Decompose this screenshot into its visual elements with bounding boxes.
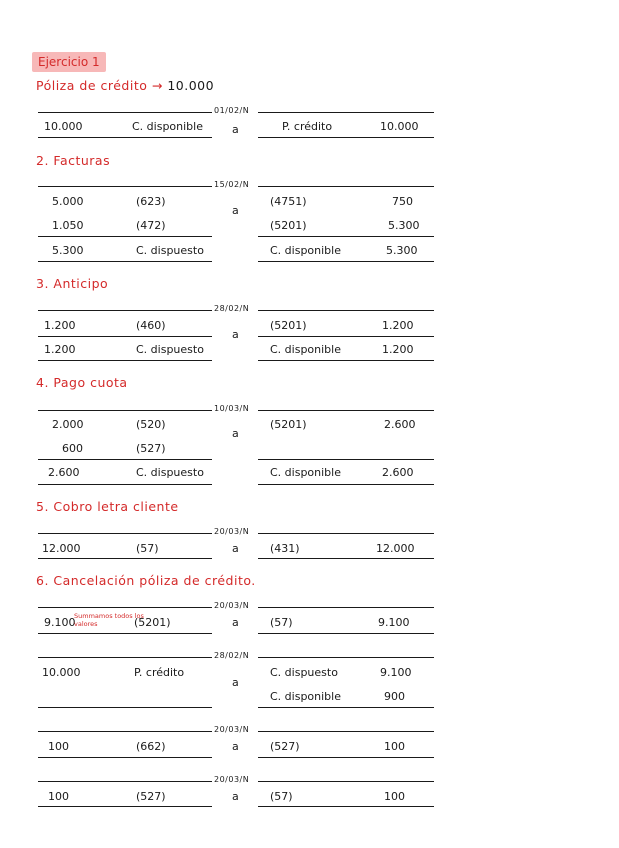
debit-value: 2.600 [48,466,80,479]
credit-account: (57) [270,790,293,803]
debit-account: (57) [136,542,159,555]
entry-date: 20/03/N [214,725,250,734]
entry-top-line-right [258,112,434,113]
entry-date: 10/03/N [214,404,250,413]
credit-account: C. disponible [270,343,341,356]
exercise-badge: Ejercicio 1 [32,52,106,72]
debit-account: C. dispuesto [136,343,204,356]
a-connector: a [232,740,239,753]
debit-value: 100 [48,790,69,803]
credit-account: (4751) [270,195,307,208]
credit-account: C. disponible [270,244,341,257]
entry-mid-line-right [258,336,434,337]
credit-value: 5.300 [386,244,418,257]
debit-value: 5.300 [52,244,84,257]
credit-account: (431) [270,542,300,555]
credit-value: 900 [384,690,405,703]
debit-account: C. disponible [132,120,203,133]
debit-value: 9.100 [44,616,76,629]
debit-value: 1.200 [44,319,76,332]
entry-top-line-left [38,410,212,411]
entry-top-line-left [38,186,212,187]
debit-value: 5.000 [52,195,84,208]
section-title-2: 2. Facturas [36,153,111,168]
a-connector: a [232,204,239,217]
entry-top-line-right [258,186,434,187]
entry-bottom-line-right [258,261,434,262]
a-connector: a [232,616,239,629]
debit-account: P. crédito [134,666,185,679]
entry-bottom-line-right [258,558,434,559]
credit-account: C. dispuesto [270,666,338,679]
debit-account: C. dispuesto [136,466,204,479]
entry-top-line-left [38,112,212,113]
entry-date: 20/03/N [214,601,250,610]
credit-value: 10.000 [380,120,419,133]
credit-value: 100 [384,790,405,803]
heading [36,78,214,93]
credit-account: C. disponible [270,690,341,703]
entry-bottom-line-right [258,633,434,634]
entry-top-line-right [258,607,434,608]
entry-date: 15/02/N [214,180,250,189]
a-connector: a [232,328,239,341]
debit-value: 1.200 [44,343,76,356]
entry-date: 20/03/N [214,527,250,536]
entry-bottom-line-left [38,707,212,708]
entry-bottom-line-right [258,137,434,138]
credit-value: 2.600 [382,466,414,479]
debit-account: (527) [136,442,166,455]
debit-account: (472) [136,219,166,232]
entry-bottom-line-right [258,707,434,708]
credit-value: 1.200 [382,319,414,332]
entry-bottom-line-left [38,261,212,262]
debit-account: (460) [136,319,166,332]
credit-account: (57) [270,616,293,629]
credit-account: (527) [270,740,300,753]
entry-bottom-line-right [258,484,434,485]
debit-account: C. dispuesto [136,244,204,257]
entry-mid-line-right [258,459,434,460]
section-title-5: 5. Cobro letra cliente [36,499,179,514]
debit-value: 600 [62,442,83,455]
margin-note: Summamos todos los valores [74,612,144,628]
entry-bottom-line-left [38,137,212,138]
a-connector: a [232,790,239,803]
debit-account: (520) [136,418,166,431]
credit-value: 2.600 [384,418,416,431]
entry-bottom-line-right [258,360,434,361]
entry-bottom-line-left [38,360,212,361]
entry-bottom-line-right [258,806,434,807]
entry-mid-line-left [38,236,212,237]
heading-text: Póliza de crédito [36,78,148,93]
debit-value: 2.000 [52,418,84,431]
entry-top-line-right [258,781,434,782]
heading-value: 10.000 [167,78,215,93]
entry-top-line-left [38,533,212,534]
entry-top-line-left [38,607,212,608]
entry-mid-line-left [38,336,212,337]
debit-account: (5201) [134,616,171,629]
credit-account: (5201) [270,219,307,232]
credit-account: (5201) [270,319,307,332]
a-connector: a [232,676,239,689]
entry-date: 20/03/N [214,775,250,784]
debit-value: 1.050 [52,219,84,232]
entry-bottom-line-left [38,806,212,807]
entry-top-line-left [38,731,212,732]
credit-value: 100 [384,740,405,753]
entry-top-line-right [258,731,434,732]
entry-top-line-right [258,410,434,411]
entry-top-line-right [258,310,434,311]
debit-value: 10.000 [42,666,81,679]
section-title-3: 3. Anticipo [36,276,109,291]
entry-date: 28/02/N [214,304,250,313]
section-title-6: 6. Cancelación póliza de crédito. [36,573,256,588]
entry-bottom-line-left [38,633,212,634]
entry-date: 01/02/N [214,106,250,115]
entry-date: 28/02/N [214,651,250,660]
entry-mid-line-left [38,459,212,460]
debit-account: (527) [136,790,166,803]
credit-account: P. crédito [282,120,333,133]
section-title-4: 4. Pago cuota [36,375,128,390]
debit-value: 10.000 [44,120,83,133]
entry-bottom-line-left [38,757,212,758]
credit-value: 12.000 [376,542,415,555]
debit-value: 12.000 [42,542,81,555]
entry-bottom-line-right [258,757,434,758]
debit-account: (623) [136,195,166,208]
entry-top-line-right [258,533,434,534]
credit-value: 5.300 [388,219,420,232]
debit-account: (662) [136,740,166,753]
entry-bottom-line-left [38,558,212,559]
entry-top-line-left [38,657,212,658]
a-connector: a [232,542,239,555]
entry-top-line-left [38,781,212,782]
entry-top-line-left [38,310,212,311]
credit-value: 750 [392,195,413,208]
credit-value: 9.100 [378,616,410,629]
a-connector: a [232,123,239,136]
debit-value: 100 [48,740,69,753]
entry-mid-line-right [258,236,434,237]
credit-value: 9.100 [380,666,412,679]
entry-top-line-right [258,657,434,658]
arrow-icon: → [151,78,163,93]
credit-account: C. disponible [270,466,341,479]
entry-bottom-line-left [38,484,212,485]
credit-account: (5201) [270,418,307,431]
credit-value: 1.200 [382,343,414,356]
a-connector: a [232,427,239,440]
